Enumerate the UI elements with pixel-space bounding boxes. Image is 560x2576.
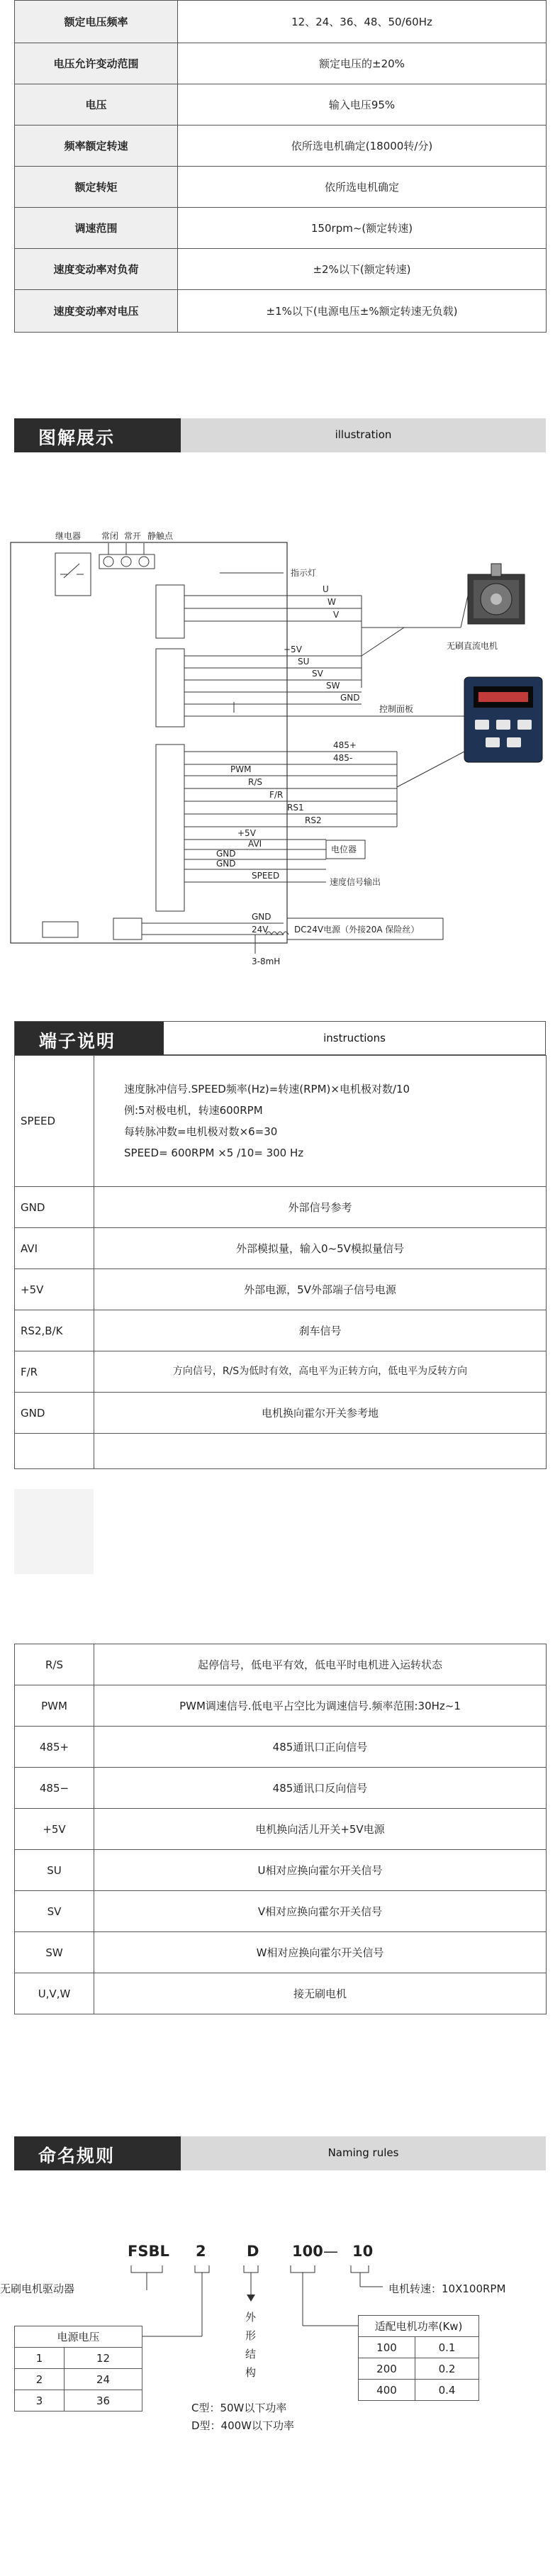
wire-label: 24V (252, 925, 269, 935)
terminal-description: 电机换向霍尔开关参考地 (94, 1393, 547, 1434)
wire-label: SU (298, 657, 310, 667)
table-row (15, 1310, 547, 1351)
terminal-description: U相对应换向霍尔开关信号 (94, 1850, 547, 1891)
wire-label: GND (252, 912, 271, 922)
spec-row (15, 208, 547, 249)
wire-label: GND (216, 859, 236, 869)
model-code-type: D (247, 2243, 259, 2260)
terminal-description: 外部模拟量，输入0~5V模拟量信号 (94, 1228, 547, 1269)
connector-voltage (195, 2265, 209, 2273)
relay-switch (60, 564, 84, 578)
terminal-description (94, 1056, 547, 1187)
spec-value: 12、24、36、48、50/60Hz (178, 1, 547, 43)
speed-output-label: 速度信号输出 (330, 877, 381, 887)
section-title: 图解展示 (38, 428, 116, 448)
instructions-table (14, 1055, 547, 1469)
wire-label: GND (340, 693, 360, 703)
terminal-label: 485+ (15, 1727, 94, 1768)
spec-label: 额定电压频率 (15, 1, 178, 43)
indicator-label: 指示灯 (291, 568, 317, 578)
type-d-label: D型：400W以下功率 (191, 2419, 295, 2432)
relay-label: 常闭 (101, 531, 119, 541)
spec-label: 频率额定转速 (15, 126, 178, 167)
wire-label: 485+ (333, 740, 357, 750)
table-row (15, 1056, 547, 1187)
spec-label: 速度变动率对电压 (15, 290, 178, 333)
terminal-description: 外部信号参考 (94, 1187, 547, 1228)
relay-terminal (139, 557, 149, 567)
spec-value: 依所选电机确定(18000转/分) (178, 126, 547, 167)
table-row (15, 1685, 547, 1727)
spec-label: 额定转矩 (15, 167, 178, 208)
driver-label: 无刷电机驱动器 (0, 2282, 75, 2295)
relay-label: 继电器 (55, 531, 82, 541)
table-row (15, 1727, 547, 1768)
model-code-voltage: 2 (196, 2243, 206, 2260)
section-title: 命名规则 (38, 2146, 116, 2166)
terminal-description: W相对应换向霍尔开关信号 (94, 1932, 547, 1973)
table-row (15, 1891, 547, 1932)
wire-label: +5V (237, 828, 256, 838)
spec-row (15, 84, 547, 126)
terminal-description: 方向信号，R/S为低时有效，高电平为正转方向，低电平为反转方向 (94, 1351, 547, 1393)
connector-series (131, 2265, 162, 2273)
panel-label: 控制面板 (379, 704, 414, 714)
table-row: 200 0.2 (359, 2358, 479, 2380)
relay-label: 常开 (124, 531, 142, 541)
terminal-description: 起停信号，低电平有效，低电平时电机进入运转状态 (94, 1644, 547, 1685)
power-supply-label: DC24V电源（外接20A 保险丝） (294, 925, 420, 935)
spec-value: 依所选电机确定 (178, 167, 547, 208)
table-row: 1 12 (15, 2348, 142, 2369)
terminal-label: F/R (15, 1351, 94, 1393)
wire-label: RS2 (305, 815, 322, 825)
table-shadow (14, 1489, 94, 1574)
terminal-label: SU (15, 1850, 94, 1891)
spec-row (15, 249, 547, 290)
table-row (15, 1269, 547, 1310)
spec-row (15, 1, 547, 43)
wire-label: +5V (284, 645, 302, 654)
hall-bus (362, 628, 404, 656)
connector-speed (351, 2265, 369, 2273)
model-code-series: FSBL (128, 2243, 169, 2260)
spec-row (15, 43, 547, 84)
speed-line: 每转脉冲数=电机极对数×6=30 (124, 1125, 278, 1138)
terminal-description: 刹车信号 (94, 1310, 547, 1351)
relay-terminal (121, 557, 131, 567)
connector-type (244, 2265, 258, 2273)
voltage-table (14, 2326, 142, 2411)
arrow-down-icon (247, 2295, 255, 2302)
spec-label: 电压允许变动范围 (15, 43, 178, 84)
terminal-description: 电机换向活儿开关+5V电源 (94, 1809, 547, 1850)
spec-table (14, 0, 547, 333)
terminal-label: 485− (15, 1768, 94, 1809)
terminal-label: U,V,W (15, 1973, 94, 2014)
power-table (358, 2315, 479, 2401)
table-row (15, 1809, 547, 1850)
terminal-label: PWM (15, 1685, 94, 1727)
naming-section-bar (14, 2136, 546, 2170)
spec-value: ±2%以下(额定转速) (178, 249, 547, 290)
terminal-label: SV (15, 1891, 94, 1932)
spec-label: 速度变动率对负荷 (15, 249, 178, 290)
control-panel-icon (464, 677, 542, 762)
wire-label: F/R (269, 790, 284, 800)
table-row: 400 0.4 (359, 2380, 479, 2401)
connector-power (291, 2265, 315, 2273)
speed-line: 例:5对极电机，转速600RPM (124, 1104, 263, 1117)
terminal-label: SPEED (15, 1056, 94, 1187)
motor-label: 无刷直流电机 (447, 641, 498, 651)
wire-label: SV (312, 669, 323, 679)
terminal-label: GND (15, 1187, 94, 1228)
terminal-description: 485通讯口反向信号 (94, 1768, 547, 1809)
terminal-label: +5V (15, 1809, 94, 1850)
wire-label: PWM (230, 764, 252, 774)
terminal-description: PWM调速信号.低电平占空比为调速信号.频率范围:30Hz~1 (94, 1685, 547, 1727)
potentiometer-label: 电位器 (331, 844, 357, 854)
illustration-section-bar (14, 418, 546, 452)
table-row: 2 24 (15, 2369, 142, 2390)
terminals-table (14, 1644, 547, 2014)
voltage-table-header: 电源电压 (15, 2326, 142, 2348)
table-row (15, 1768, 547, 1809)
spec-label: 调速范围 (15, 208, 178, 249)
terminal-description: 485通讯口正向信号 (94, 1727, 547, 1768)
wire-label: SPEED (252, 871, 280, 881)
table-row: 3 36 (15, 2390, 142, 2411)
power-table-header: 适配电机功率(Kw) (359, 2316, 479, 2337)
terminal-label: GND (15, 1393, 94, 1434)
hall-connector (156, 649, 184, 727)
wire-label: R/S (248, 777, 262, 787)
terminal-label: SW (15, 1932, 94, 1973)
section-subtitle: instructions (323, 1032, 386, 1044)
wire-label: GND (216, 849, 236, 859)
terminal-label: +5V (15, 1269, 94, 1310)
type-c-label: C型：50W以下功率 (191, 2402, 287, 2414)
section-title: 端子说明 (39, 1031, 116, 1052)
terminal-description: 外部电源，5V外部端子信号电源 (94, 1269, 547, 1310)
speed-line: 速度脉冲信号.SPEED频率(Hz)=转速(RPM)×电机极对数/10 (124, 1083, 410, 1095)
wire-label: W (327, 597, 336, 607)
terminal-description: 接无刷电机 (94, 1973, 547, 2014)
terminal-description: V相对应换向霍尔开关信号 (94, 1891, 547, 1932)
table-row (15, 1187, 547, 1228)
spec-value: 150rpm~(额定转速) (178, 208, 547, 249)
wire-label: 485- (333, 753, 353, 763)
brushless-motor-icon (461, 564, 525, 628)
wire-label: SW (326, 681, 340, 691)
table-row: 100 0.1 (359, 2337, 479, 2358)
terminal-label: RS2,B/K (15, 1310, 94, 1351)
spec-row (15, 126, 547, 167)
aux-box (43, 922, 78, 937)
wire-label: V (333, 610, 340, 620)
relay-terminal (103, 557, 113, 567)
table-row (15, 1393, 547, 1434)
spec-value: 额定电压的±20% (178, 43, 547, 84)
table-row (15, 1973, 547, 2014)
table-row (15, 1434, 547, 1469)
fuse-label: 3-8mH (252, 957, 281, 966)
driver-box (11, 542, 287, 943)
signal-connector (156, 745, 184, 911)
model-code-speed: 10 (352, 2243, 374, 2260)
speed-label: 电机转速：10X100RPM (388, 2282, 506, 2295)
table-row (15, 1351, 547, 1393)
model-code-power: 100 (292, 2243, 323, 2260)
model-code-dash: — (323, 2243, 338, 2260)
spec-value: ±1%以下(电源电压±%额定转速无负载) (178, 290, 547, 333)
instructions-section-bar (14, 1021, 546, 1055)
relay-label: 静触点 (147, 531, 174, 541)
structure-label: 外形结构 (245, 2311, 257, 2379)
table-row (15, 1932, 547, 1973)
power-connector (113, 918, 142, 939)
wiring-diagram (0, 511, 560, 978)
wire-label: RS1 (287, 803, 304, 813)
table-row (15, 1228, 547, 1269)
section-subtitle: Naming rules (327, 2146, 399, 2159)
terminal-label: R/S (15, 1644, 94, 1685)
section-subtitle: illustration (335, 428, 392, 441)
spec-label: 电压 (15, 84, 178, 126)
wire-label: AVI (248, 839, 262, 849)
table-row (15, 1644, 547, 1685)
wire-label: U (323, 584, 329, 594)
motor-connector (156, 585, 184, 638)
table-row (15, 1850, 547, 1891)
terminal-label: AVI (15, 1228, 94, 1269)
speed-line: SPEED= 600RPM ×5 /10= 300 Hz (124, 1147, 304, 1159)
spec-row (15, 167, 547, 208)
spec-row (15, 290, 547, 333)
spec-value: 输入电压95% (178, 84, 547, 126)
fuse-coil (266, 932, 289, 935)
